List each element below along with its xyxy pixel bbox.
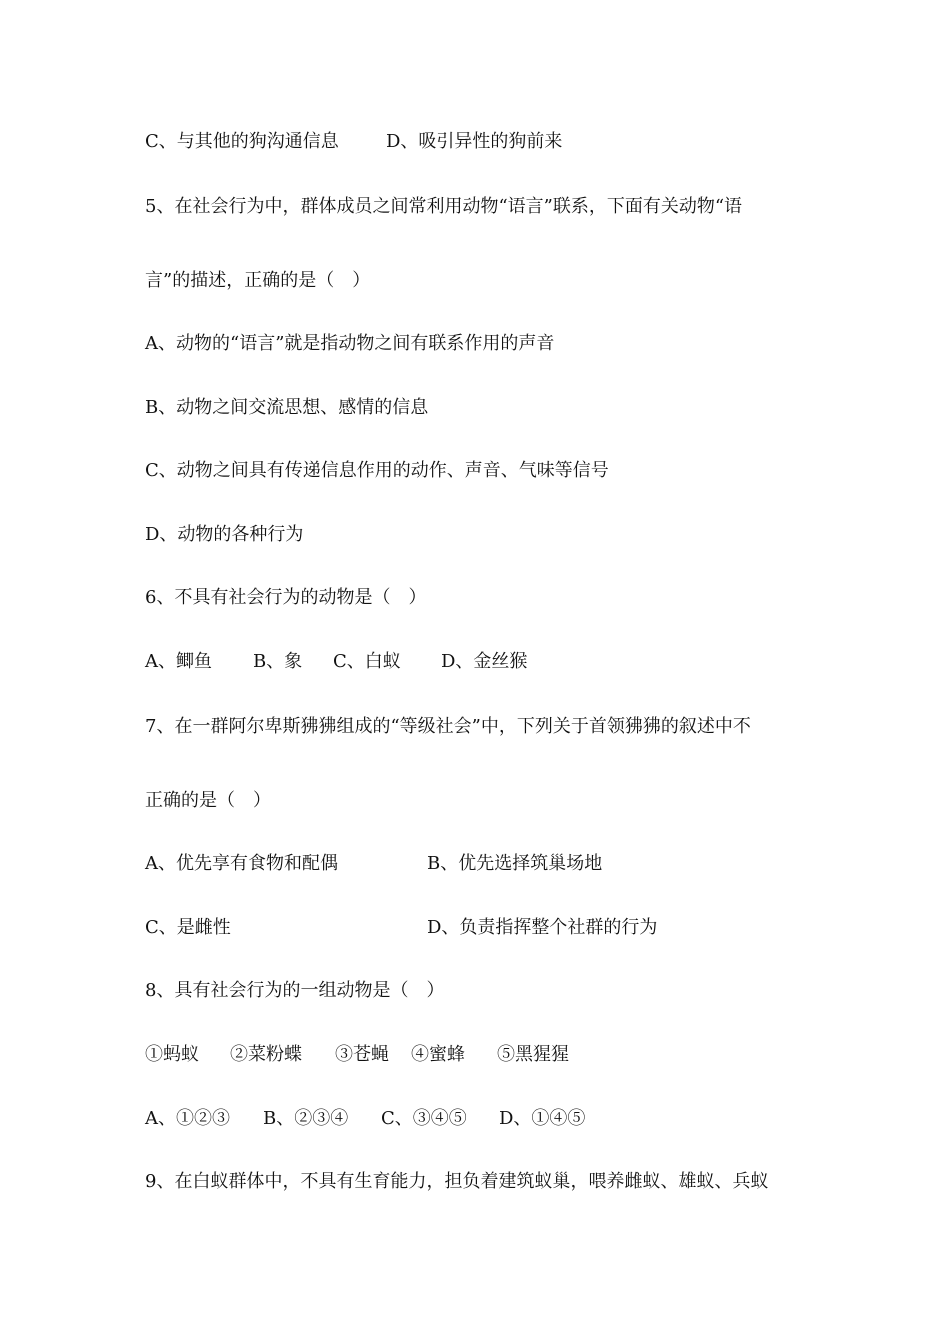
q5-stem-line1: 5、在社会行为中，群体成员之间常利用动物“语言”联系，下面有关动物“语 (145, 196, 743, 217)
q8-option-c: C、③④⑤ (381, 1108, 467, 1129)
q7-option-c: C、是雌性 (145, 917, 231, 938)
q8-stem: 8、具有社会行为的一组动物是（ ） (145, 980, 445, 1001)
q7-option-b: B、优先选择筑巢场地 (427, 853, 603, 874)
q8-item-4: ④蜜蜂 (411, 1044, 465, 1065)
q5-option-b: B、动物之间交流思想、感情的信息 (145, 397, 429, 418)
q5-stem-line2: 言”的描述，正确的是（ ） (145, 270, 371, 291)
q6-option-b: B、象 (253, 651, 303, 672)
q5-option-d: D、动物的各种行为 (145, 524, 304, 545)
q7-option-d: D、负责指挥整个社群的行为 (427, 917, 658, 938)
q6-stem: 6、不具有社会行为的动物是（ ） (145, 587, 427, 608)
q8-item-5: ⑤黑猩猩 (497, 1044, 569, 1065)
q8-option-b: B、②③④ (263, 1108, 349, 1129)
q8-option-d: D、①④⑤ (499, 1108, 586, 1129)
q8-item-1: ①蚂蚁 (145, 1044, 199, 1065)
q8-item-3: ③苍蝇 (335, 1044, 389, 1065)
q7-stem-line1: 7、在一群阿尔卑斯狒狒组成的“等级社会”中，下列关于首领狒狒的叙述中不 (145, 716, 751, 737)
q8-item-2: ②菜粉蝶 (230, 1044, 302, 1065)
q8-option-a: A、①②③ (145, 1108, 230, 1129)
q5-option-a: A、动物的“语言”就是指动物之间有联系作用的声音 (145, 333, 555, 354)
q6-option-d: D、金丝猴 (441, 651, 528, 672)
q9-stem-line1: 9、在白蚁群体中，不具有生育能力，担负着建筑蚁巢，喂养雌蚁、雄蚁、兵蚁 (145, 1171, 769, 1192)
q7-option-a: A、优先享有食物和配偶 (145, 853, 338, 874)
q7-stem-line2: 正确的是（ ） (145, 790, 271, 811)
q6-option-c: C、白蚁 (333, 651, 401, 672)
q6-option-a: A、鲫鱼 (145, 651, 212, 672)
q4-option-d: D、吸引异性的狗前来 (386, 131, 563, 152)
q5-option-c: C、动物之间具有传递信息作用的动作、声音、气味等信号 (145, 460, 609, 481)
q4-option-c: C、与其他的狗沟通信息 (145, 131, 339, 152)
